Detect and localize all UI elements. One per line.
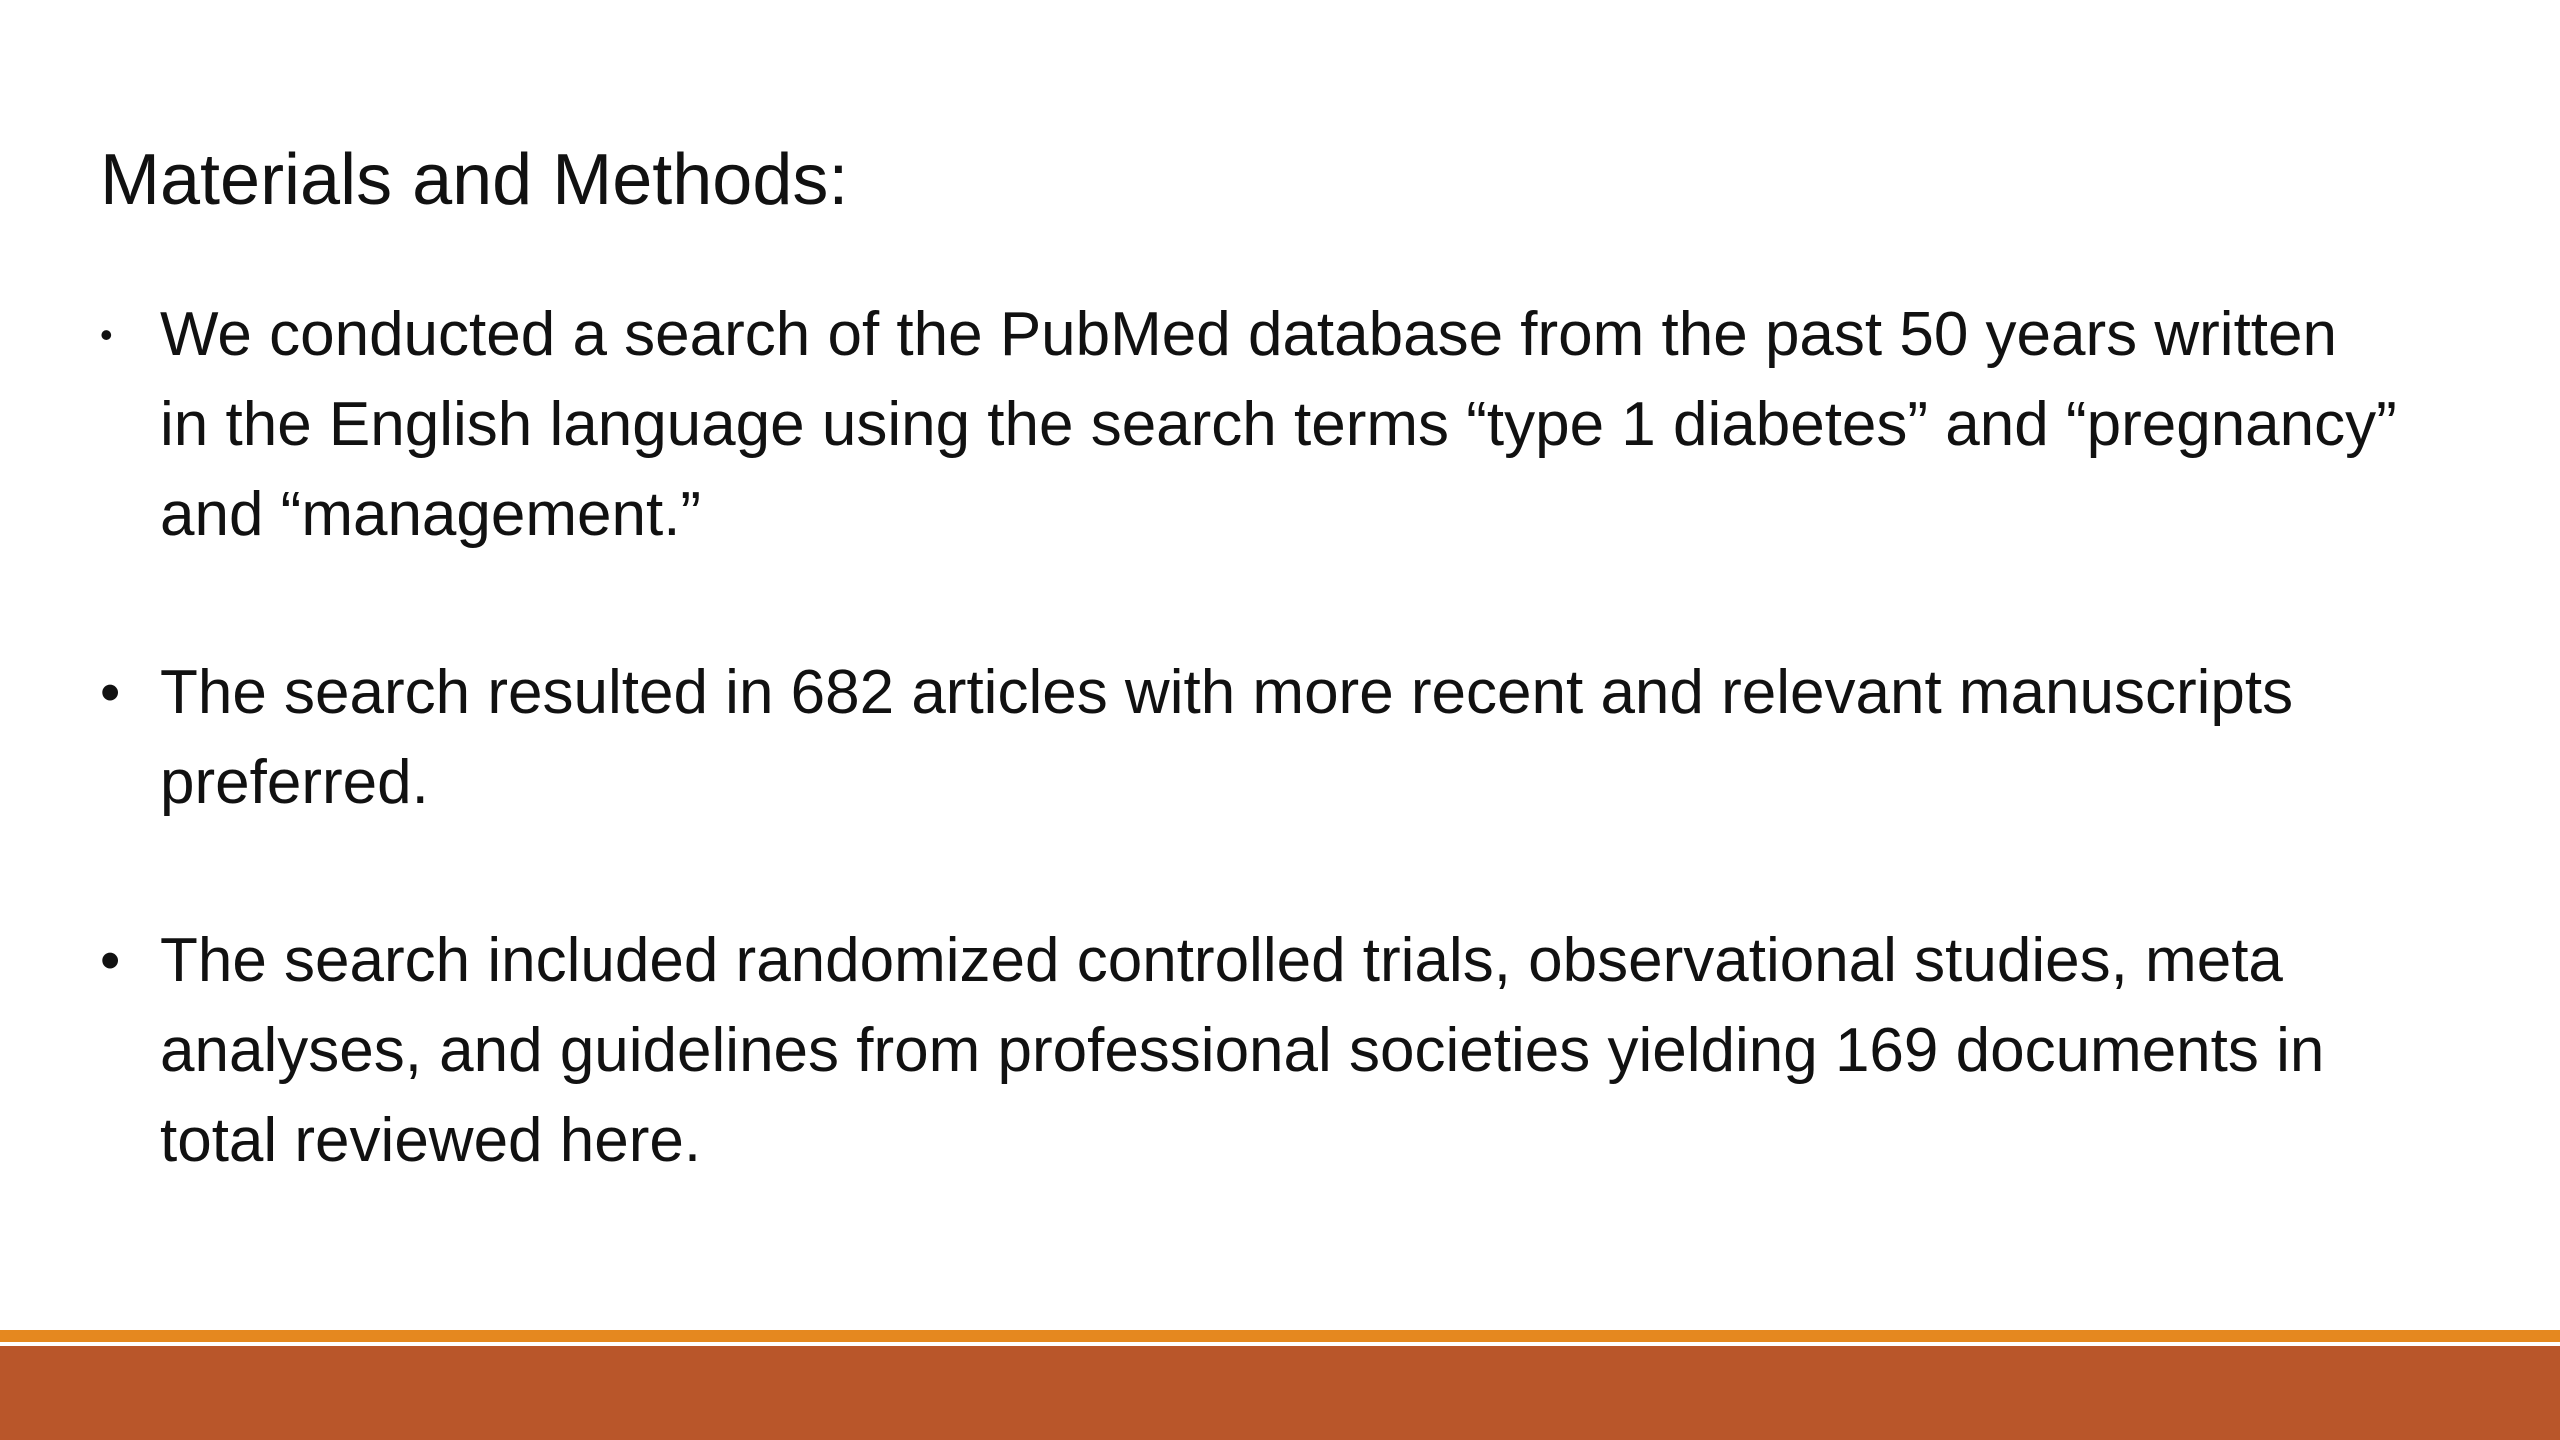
slide-title: Materials and Methods:	[100, 140, 849, 220]
footer-accent-line	[0, 1330, 2560, 1342]
bullet-item-1	[100, 290, 2400, 560]
footer-fill	[0, 1346, 2560, 1440]
bullet-marker: •	[100, 314, 113, 355]
bullet-list	[100, 290, 2400, 1274]
bullet-text: We conducted a search of the PubMed database from the past 50 years written in the English language using the search terms “type 1 diabetes” and “pregnancy” and “management.”	[160, 300, 2397, 549]
footer-bar	[0, 1330, 2560, 1440]
bullet-marker: •	[100, 660, 121, 725]
bullet-text: The search included randomized controlled trials, observational studies, meta analyses, and guidelines from professional societies yielding 169 documents in total reviewed here.	[160, 926, 2325, 1175]
bullet-item-3	[100, 916, 2400, 1186]
bullet-text: The search resulted in 682 articles with more recent and relevant manuscripts preferred.	[160, 658, 2294, 817]
bullet-item-2	[100, 648, 2400, 828]
bullet-marker: •	[100, 928, 121, 993]
